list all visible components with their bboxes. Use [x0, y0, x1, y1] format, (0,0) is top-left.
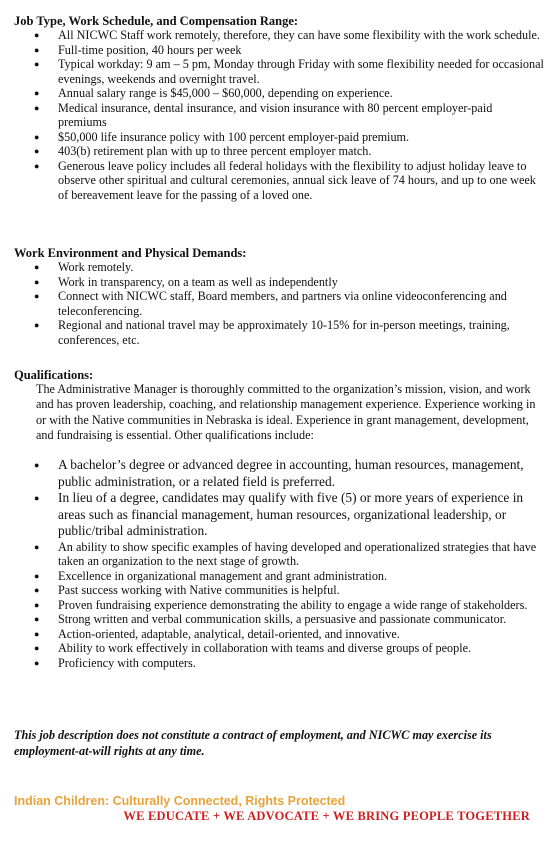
list-item: ● Proficiency with computers.: [14, 656, 544, 671]
list-item: ● Past success working with Native communities is helpful.: [14, 583, 544, 598]
job-type-list: [14, 28, 544, 202]
job-type-heading: Job Type, Work Schedule, and Compensation Range:: [14, 14, 299, 28]
work-environment-list: [14, 260, 544, 347]
job-type-section: [14, 14, 544, 202]
list-item: ● Strong written and verbal communication skills, a persuasive and passionate communicator.: [14, 612, 544, 627]
list-item: ● All NICWC Staff work remotely, therefore, they can have some flexibility with the work schedule.: [14, 28, 544, 43]
list-item: ● Generous leave policy includes all federal holidays with the flexibility to adjust holiday leave to observe other spiritual and cultural ceremonies, annual sick leave of 74 hours, and up to one week of bereavement leave for the passing of a loved one.: [14, 159, 544, 203]
list-item: ● Annual salary range is $45,000 – $60,000, depending on experience.: [14, 86, 544, 101]
list-item: ● $50,000 life insurance policy with 100 percent employer-paid premium.: [14, 130, 544, 145]
list-item: ● A bachelor’s degree or advanced degree in accounting, human resources, management, public administration, or a related field is preferred.: [14, 457, 544, 490]
work-environment-section: [14, 246, 544, 347]
list-item: ● Typical workday: 9 am – 5 pm, Monday through Friday with some flexibility needed for occasional evenings, weekends and overnight travel.: [14, 57, 544, 86]
list-item: ● Ability to work effectively in collaboration with teams and diverse groups of people.: [14, 641, 544, 656]
list-item: ● Regional and national travel may be approximately 10-15% for in-person meetings, training, conferences, etc.: [14, 318, 544, 347]
list-item: ● Work in transparency, on a team as well as independently: [14, 275, 544, 290]
footer-tagline: Indian Children: Culturally Connected, Rights Protected: [14, 794, 346, 808]
qualifications-list: [14, 540, 544, 671]
list-item: ● Connect with NICWC staff, Board members, and partners via online videoconferencing and teleconferencing.: [14, 289, 544, 318]
qualifications-primary-list: [14, 457, 544, 540]
list-item: ● 403(b) retirement plan with up to three percent employer match.: [14, 144, 544, 159]
list-item: ● Action-oriented, adaptable, analytical, detail-oriented, and innovative.: [14, 627, 544, 642]
list-item: ● Excellence in organizational management and grant administration.: [14, 569, 544, 584]
disclaimer-text: This job description does not constitute a contract of employment, and NICWC may exercise its employment-at-will rights at any time.: [14, 728, 492, 758]
disclaimer-section: [14, 728, 544, 759]
qualifications-section: [14, 368, 544, 670]
list-item: ● Proven fundraising experience demonstrating the ability to engage a wide range of stakeholders.: [14, 598, 544, 613]
footer-motto: WE EDUCATE + WE ADVOCATE + WE BRING PEOPLE TOGETHER: [123, 809, 530, 823]
list-item: ● Work remotely.: [14, 260, 544, 275]
list-item: ● Full-time position, 40 hours per week: [14, 43, 544, 58]
list-item: ● An ability to show specific examples of having developed and operationalized strategies that have taken an organization to the next stage of growth.: [14, 540, 544, 569]
list-item: ● Medical insurance, dental insurance, and vision insurance with 80 percent employer-paid premiums: [14, 101, 544, 130]
qualifications-intro: The Administrative Manager is thoroughly committed to the organization’s mission, vision, and work and has proven leadership, coaching, and relationship management experience. Experience working in or with the Native communities in Nebraska is ideal. Experience in grant management, development, and fundraising is essential. Other qualifications include:: [36, 382, 536, 442]
list-item: ● In lieu of a degree, candidates may qualify with five (5) or more years of experience in areas such as financial management, human resources, organizational leadership, or public/tribal administration.: [14, 490, 544, 540]
work-environment-heading: Work Environment and Physical Demands:: [14, 246, 247, 260]
qualifications-heading: Qualifications:: [14, 368, 94, 382]
